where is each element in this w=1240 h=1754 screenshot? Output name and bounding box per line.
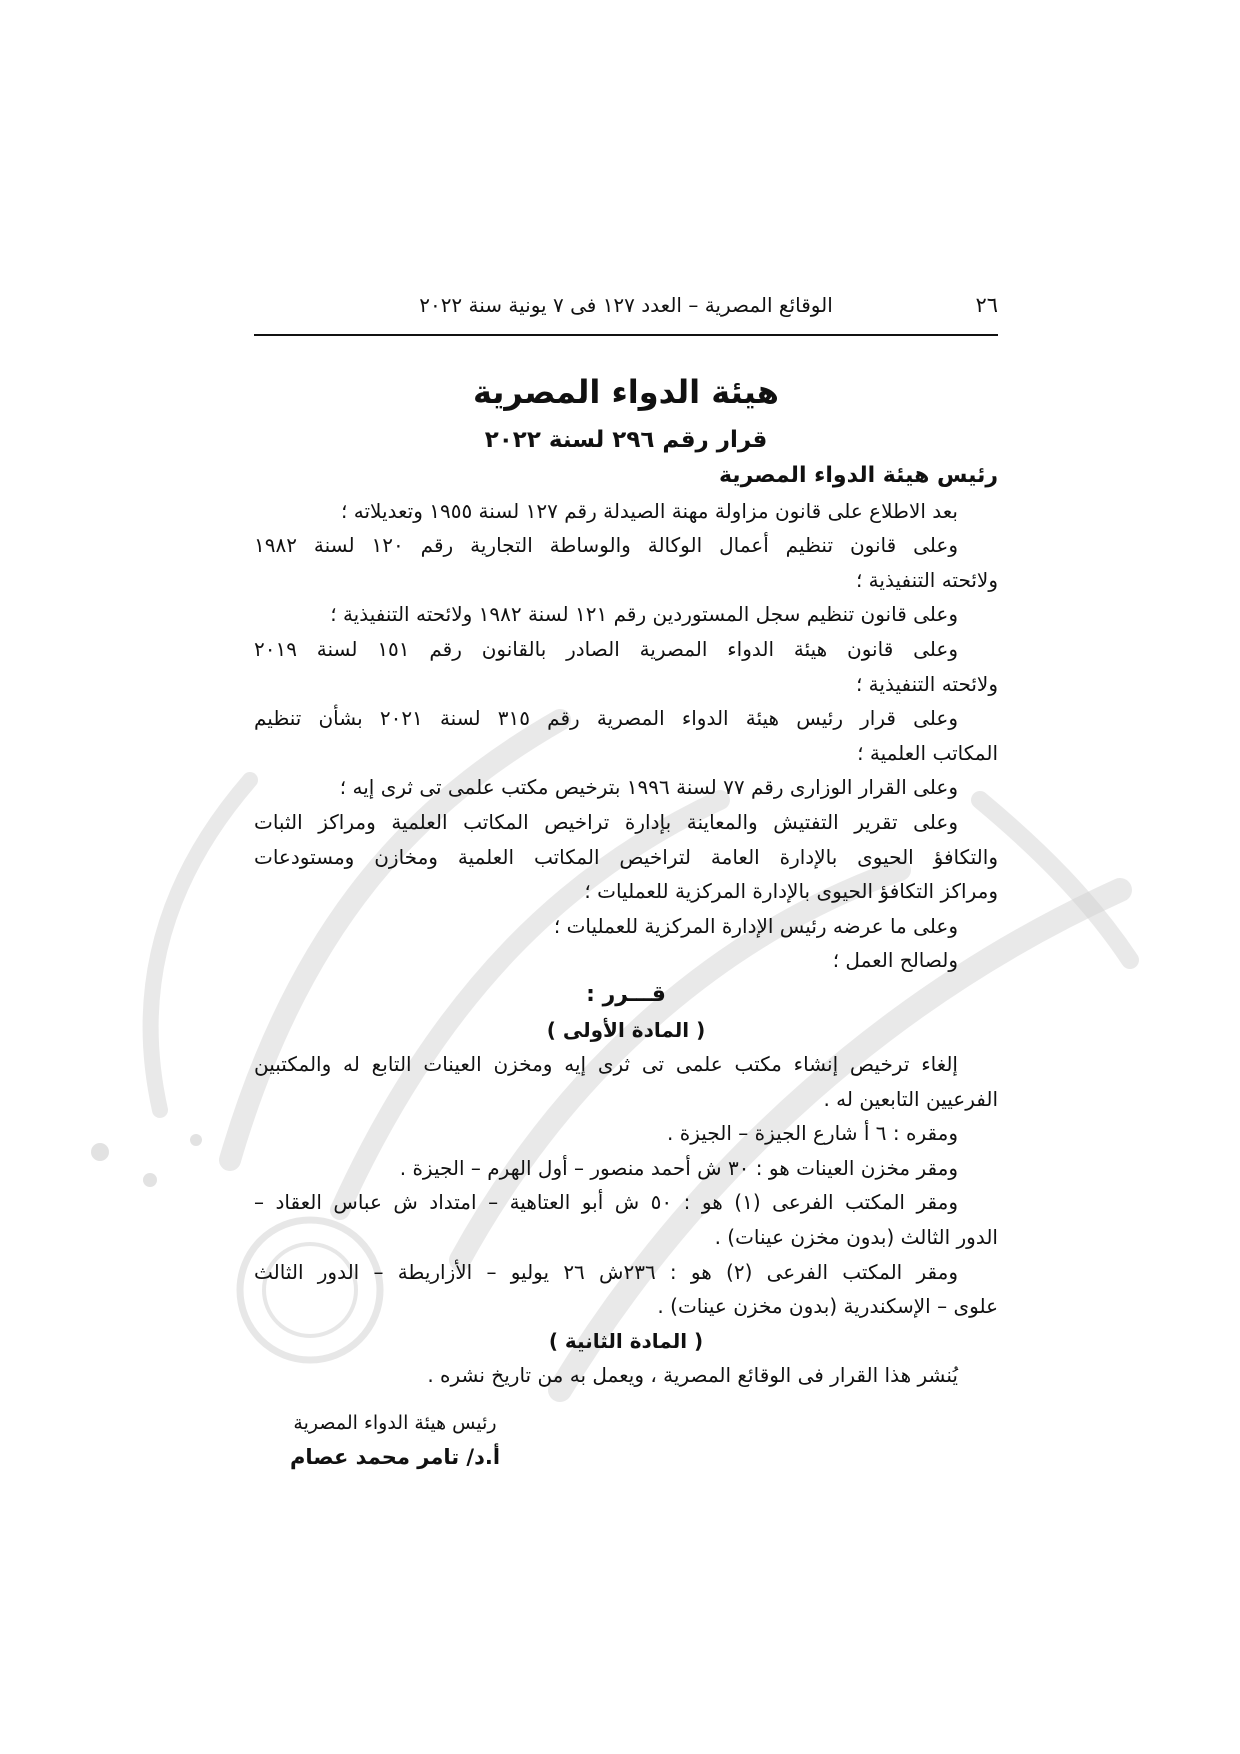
page-number: ٢٦: [975, 293, 998, 317]
watermark-stroke: [151, 780, 250, 1110]
article-1-line: إلغاء ترخيص إنشاء مكتب علمى تى ثرى إيه ومخزن العينات التابع له والمكتبين: [254, 1052, 958, 1077]
preamble-line: وعلى تقرير التفتيش والمعاينة بإدارة تراخيص المكاتب العلمية ومراكز الثبات: [254, 809, 958, 834]
preamble-line: ولصالح العمل ؛: [832, 948, 958, 973]
document-title: هيئة الدواء المصرية: [473, 373, 779, 411]
running-header: [254, 288, 998, 322]
article-1-line: علوى – الإسكندرية (بدون مخزن عينات) .: [657, 1294, 998, 1319]
decided-heading: قـــرر :: [586, 981, 666, 1007]
signatory-title: رئيس هيئة الدواء المصرية: [293, 1412, 497, 1434]
preamble-line: وعلى قرار رئيس هيئة الدواء المصرية رقم ٣١٥ لسنة ٢٠٢١ بشأن تنظيم: [254, 706, 958, 731]
preamble-line: بعد الاطلاع على قانون مزاولة مهنة الصيدلة رقم ١٢٧ لسنة ١٩٥٥ وتعديلاته ؛: [341, 498, 958, 523]
decree-number: قرار رقم ٢٩٦ لسنة ٢٠٢٢: [484, 427, 768, 453]
article-1-line: ومقره : ٦ أ شارع الجيزة – الجيزة .: [667, 1121, 958, 1146]
article-1-heading: ( المادة الأولى ): [546, 1017, 706, 1042]
preamble-line: وعلى قانون تنظيم أعمال الوكالة والوساطة التجارية رقم ١٢٠ لسنة ١٩٨٢: [254, 533, 958, 558]
decree-body: [254, 459, 998, 1393]
article-1-line: الدور الثالث (بدون مخزن عينات) .: [714, 1225, 998, 1250]
preamble-line: ومراكز التكافؤ الحيوى بالإدارة المركزية للعمليات ؛: [584, 879, 998, 904]
issuer-heading: رئيس هيئة الدواء المصرية: [718, 463, 998, 488]
preamble-line: ولائحته التنفيذية ؛: [855, 671, 998, 696]
article-1-line: ومقر المكتب الفرعى (٢) هو : ٢٣٦ش ٢٦ يوليو – الأزاريطة – الدور الثالث: [254, 1259, 958, 1284]
header-rule: [254, 334, 998, 336]
watermark-dot: [143, 1173, 157, 1187]
signatory-name: أ.د/ تامر محمد عصام: [289, 1445, 501, 1469]
preamble-line: والتكافؤ الحيوى بالإدارة العامة لتراخيص المكاتب العلمية ومخازن ومستودعات: [254, 844, 998, 869]
running-title: الوقائع المصرية – العدد ١٢٧ فى ٧ يونية سنة ٢٠٢٢: [419, 293, 833, 317]
signature-block: [262, 1406, 528, 1474]
watermark-dot: [91, 1143, 109, 1161]
article-2-line: يُنشر هذا القرار فى الوقائع المصرية ، ويعمل به من تاريخ نشره .: [427, 1363, 958, 1388]
article-1-line: ومقر المكتب الفرعى (١) هو : ٥٠ ش أبو العتاهية – امتداد ش عباس العقاد –: [254, 1190, 958, 1215]
preamble-line: وعلى القرار الوزارى رقم ٧٧ لسنة ١٩٩٦ بترخيص مكتب علمى تى ثرى إيه ؛: [339, 775, 958, 800]
preamble-line: ولائحته التنفيذية ؛: [855, 567, 998, 592]
article-1-line: ومقر مخزن العينات هو : ٣٠ ش أحمد منصور – أول الهرم – الجيزة .: [399, 1155, 958, 1180]
article-2-heading: ( المادة الثانية ): [548, 1328, 704, 1353]
preamble-line: المكاتب العلمية ؛: [857, 740, 998, 765]
preamble-line: وعلى ما عرضه رئيس الإدارة المركزية للعمليات ؛: [553, 913, 958, 938]
watermark-dot: [190, 1134, 202, 1146]
watermark-stroke: [980, 800, 1130, 960]
preamble-line: وعلى قانون هيئة الدواء المصرية الصادر بالقانون رقم ١٥١ لسنة ٢٠١٩: [254, 636, 958, 661]
preamble-line: وعلى قانون تنظيم سجل المستوردين رقم ١٢١ لسنة ١٩٨٢ ولائحته التنفيذية ؛: [330, 602, 958, 627]
article-1-line: الفرعيين التابعين له .: [823, 1086, 998, 1111]
